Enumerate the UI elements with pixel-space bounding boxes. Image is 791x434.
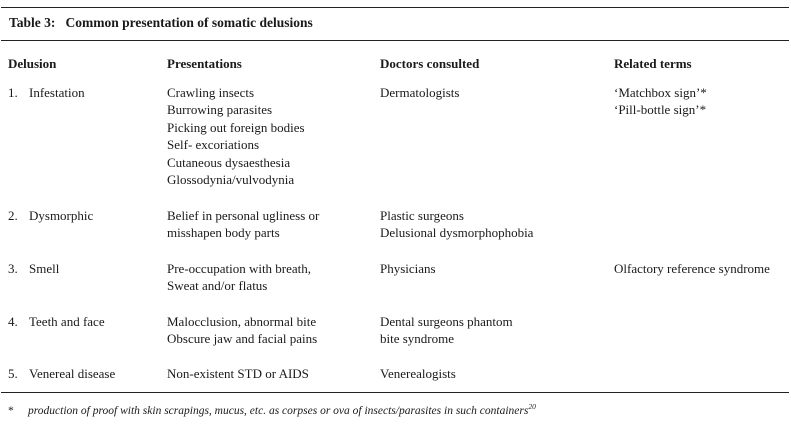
doctor-line: Venerealogists — [380, 366, 456, 381]
related-terms-cell — [614, 260, 770, 277]
delusion-name: Dysmorphic — [29, 208, 94, 223]
doctor-line: bite syndrome — [380, 331, 455, 347]
column-header-doctors: Doctors consulted — [380, 56, 480, 71]
footnote-reference: 20 — [528, 402, 536, 411]
table-caption — [9, 15, 313, 31]
related-term-line: ‘Pill-bottle sign’* — [614, 102, 707, 118]
delusion-cell — [8, 84, 85, 101]
presentations-cell — [167, 313, 317, 348]
presentation-line: Picking out foreign bodies — [167, 119, 305, 135]
related-term-line: ‘Matchbox sign’* — [614, 85, 707, 100]
doctor-line: Delusional dysmorphophobia — [380, 225, 534, 241]
related-terms-cell — [614, 84, 707, 119]
presentations-cell — [167, 260, 311, 295]
doctors-cell — [380, 365, 456, 382]
doctors-cell — [380, 313, 513, 348]
presentation-line: Burrowing parasites — [167, 102, 273, 118]
delusion-name: Smell — [29, 261, 60, 276]
column-header-related-terms: Related terms — [614, 56, 692, 71]
table-footnote — [8, 402, 536, 417]
presentations-cell — [167, 207, 319, 242]
row-number: 3. — [8, 261, 18, 276]
presentation-line: Glossodynia/vulvodynia — [167, 172, 295, 188]
presentation-line: Obscure jaw and facial pains — [167, 331, 318, 347]
delusion-cell — [8, 260, 59, 277]
presentation-line: Crawling insects — [167, 85, 255, 100]
doctors-cell — [380, 84, 459, 101]
table-caption-label: Table 3: — [9, 15, 56, 30]
footnote-text: production of proof with skin scrapings, mucus, etc. as corpses or ova of insects/parasites in such containers — [28, 404, 529, 417]
doctor-line: Physicians — [380, 261, 436, 276]
delusion-name: Infestation — [29, 85, 85, 100]
presentations-cell — [167, 84, 305, 188]
doctor-line: Dermatologists — [380, 85, 460, 100]
doctors-cell — [380, 207, 533, 242]
bottom-rule — [1, 392, 789, 393]
doctors-cell — [380, 260, 436, 277]
doctor-line: Dental surgeons phantom — [380, 314, 513, 329]
caption-rule — [1, 40, 789, 41]
delusion-cell — [8, 207, 93, 224]
presentation-line: Cutaneous dysaesthesia — [167, 154, 291, 170]
row-number: 1. — [8, 85, 18, 100]
row-number: 4. — [8, 314, 18, 329]
delusion-cell — [8, 365, 115, 382]
presentation-line: Self- excoriations — [167, 137, 260, 153]
column-header-delusion: Delusion — [8, 56, 57, 71]
delusion-cell — [8, 313, 105, 330]
presentation-line: Malocclusion, abnormal bite — [167, 314, 317, 329]
presentation-line: misshapen body parts — [167, 225, 280, 241]
related-term-line: Olfactory reference syndrome — [614, 261, 770, 276]
top-rule — [1, 7, 789, 8]
delusion-name: Venereal disease — [29, 366, 116, 381]
doctor-line: Plastic surgeons — [380, 208, 464, 223]
column-header-presentations: Presentations — [167, 56, 242, 71]
presentation-line: Pre-occupation with breath, — [167, 261, 312, 276]
presentations-cell — [167, 365, 309, 382]
footnote-marker: * — [8, 404, 14, 417]
delusion-name: Teeth and face — [29, 314, 105, 329]
presentation-line: Belief in personal ugliness or — [167, 208, 320, 223]
presentation-line: Sweat and/or flatus — [167, 278, 268, 294]
row-number: 5. — [8, 366, 18, 381]
row-number: 2. — [8, 208, 18, 223]
table-caption-title: Common presentation of somatic delusions — [65, 15, 313, 30]
presentation-line: Non-existent STD or AIDS — [167, 366, 309, 381]
